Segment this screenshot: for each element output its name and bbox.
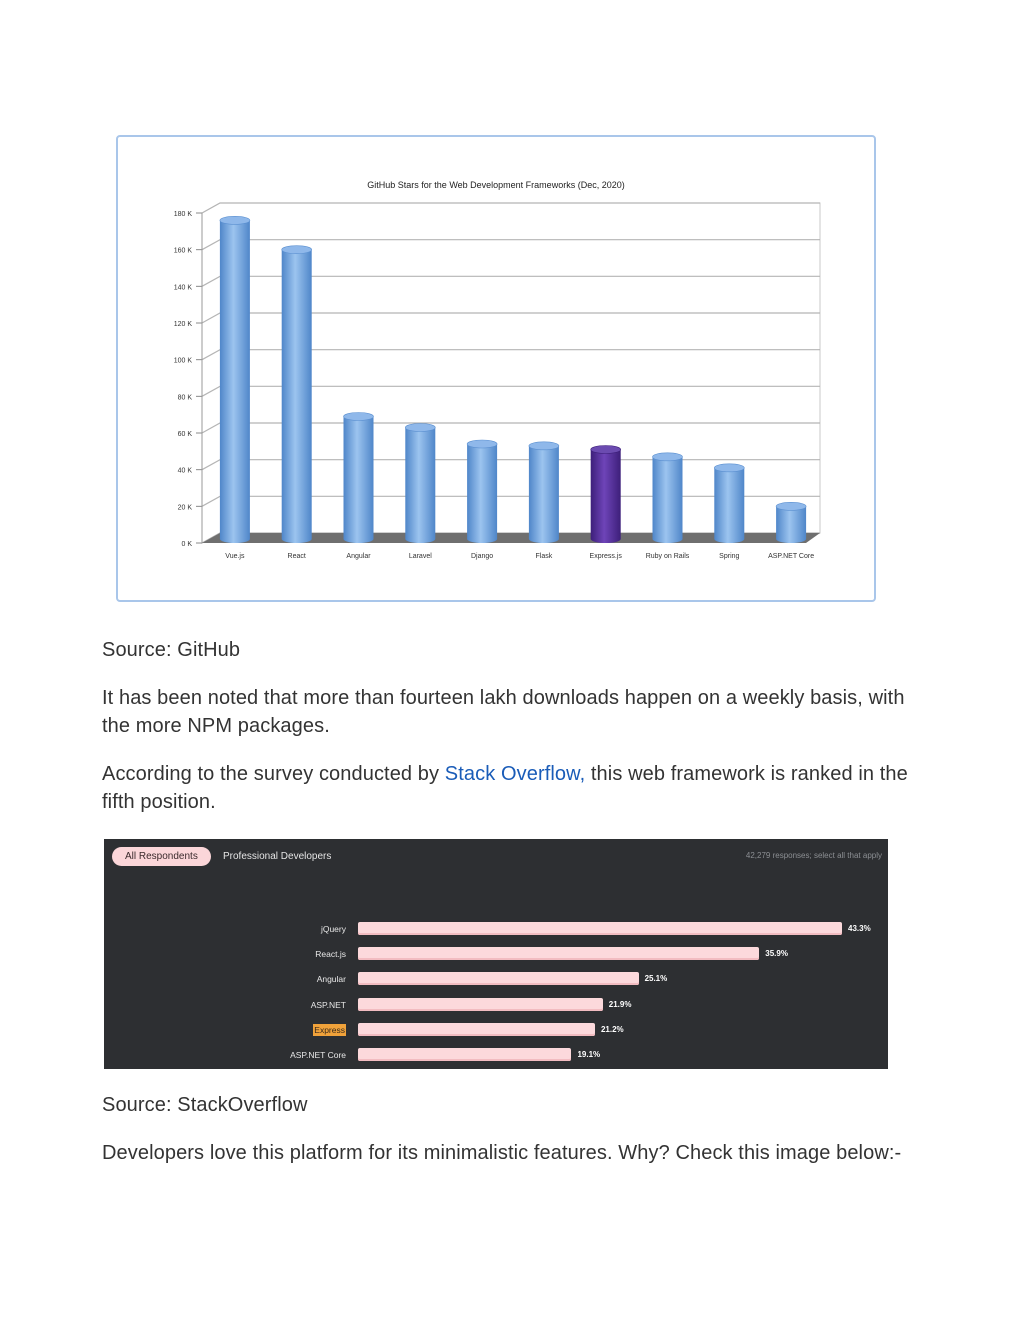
survey-bar [358,1023,595,1036]
survey-row [104,946,888,962]
survey-value-label: 21.2% [600,1024,624,1034]
x-tick-label: Laravel [408,553,432,560]
survey-label: ASP.NET [310,999,346,1010]
survey-row [104,1022,888,1038]
y-tick-label: 160 K [173,247,192,255]
survey-bar [358,972,639,985]
y-tick-label: 180 K [173,211,192,218]
bar-top [405,424,435,432]
y-tick-label: 0 K [181,541,192,548]
survey-bar [358,922,842,935]
survey-value-label: 21.9% [608,999,632,1009]
x-tick-label: Spring [719,553,740,560]
source-github-caption: Source: GitHub [102,639,241,661]
bar-laravel [405,428,435,544]
survey-row [104,997,888,1013]
bar-asp-net-core [776,506,806,543]
survey-bar [358,1048,571,1061]
bar-django [467,444,497,543]
bar-vue-js [220,220,250,543]
survey-label: ASP.NET Core [290,1050,346,1060]
x-tick-label: Express.js [589,553,622,560]
stack-overflow-paragraph [102,760,932,816]
y-tick-label: 20 K [177,504,192,512]
stackoverflow-survey-chart [104,839,888,1069]
responses-note: 42,279 responses; select all that apply [745,851,882,860]
survey-row [104,1047,888,1063]
survey-row [104,921,888,937]
source-stackoverflow-caption: Source: StackOverflow [102,1094,308,1116]
y-tick-label: 80 K [177,394,192,402]
survey-bar [358,947,759,960]
y-tick-label: 40 K [177,467,192,475]
survey-row [104,971,888,987]
github-stars-chart-svg [118,137,874,600]
survey-label: React.js [315,949,346,960]
survey-value-label: 19.1% [577,1050,601,1059]
y-tick-label: 140 K [173,284,192,292]
survey-label: jQuery [320,924,346,934]
y-tick-label: 100 K [173,357,192,365]
paragraph-text-after: this web framework is ranked in the fifth position. [102,763,908,813]
survey-label: Angular [316,974,346,985]
bar-top [653,453,683,461]
x-tick-label: Django [471,553,494,560]
paragraph-text-before: According to the survey conducted by [102,763,445,785]
bar-express-js [591,450,621,544]
bar-top [776,502,806,510]
survey-value-label: 25.1% [644,974,668,984]
github-stars-chart [116,135,876,602]
x-tick-label: Vue.js [225,553,245,560]
stack-overflow-link[interactable]: Stack Overflow, [444,763,586,785]
bar-top [529,442,559,450]
tab-professional-developers[interactable]: Professional Developers [223,851,332,862]
bar-top [714,464,744,472]
x-tick-label: ASP.NET Core [768,553,815,560]
y-tick-label: 60 K [177,431,192,438]
minimalistic-features-paragraph: Developers love this platform for its minimalistic features. Why? Check this image below:- [102,1142,902,1164]
survey-value-label: 35.9% [765,949,788,959]
survey-value-label: 43.3% [848,924,871,933]
tab-all-respondents[interactable]: All Respondents [112,847,211,866]
bar-angular [344,417,374,544]
bar-top [220,216,250,224]
npm-downloads-paragraph: It has been noted that more than fourteen lakh downloads happen on a weekly basis, with the more NPM packages. [102,687,905,737]
chart-title: GitHub Stars for the Web Development Frameworks (Dec, 2020) [367,180,625,190]
bar-top [591,446,621,454]
y-tick-label: 120 K [173,321,192,328]
survey-label: Express [314,1024,345,1035]
x-tick-label: Ruby on Rails [645,553,690,560]
bar-top [344,413,374,421]
bar-spring [714,468,744,543]
bar-top [467,440,497,448]
survey-bar [358,998,603,1011]
x-tick-label: Angular [346,553,371,560]
bar-top [282,246,312,254]
x-tick-label: React [287,553,306,560]
bar-ruby-on-rails [653,457,683,543]
bar-flask [529,446,559,543]
x-tick-label: Flask [535,553,553,560]
bar-react [282,250,312,543]
